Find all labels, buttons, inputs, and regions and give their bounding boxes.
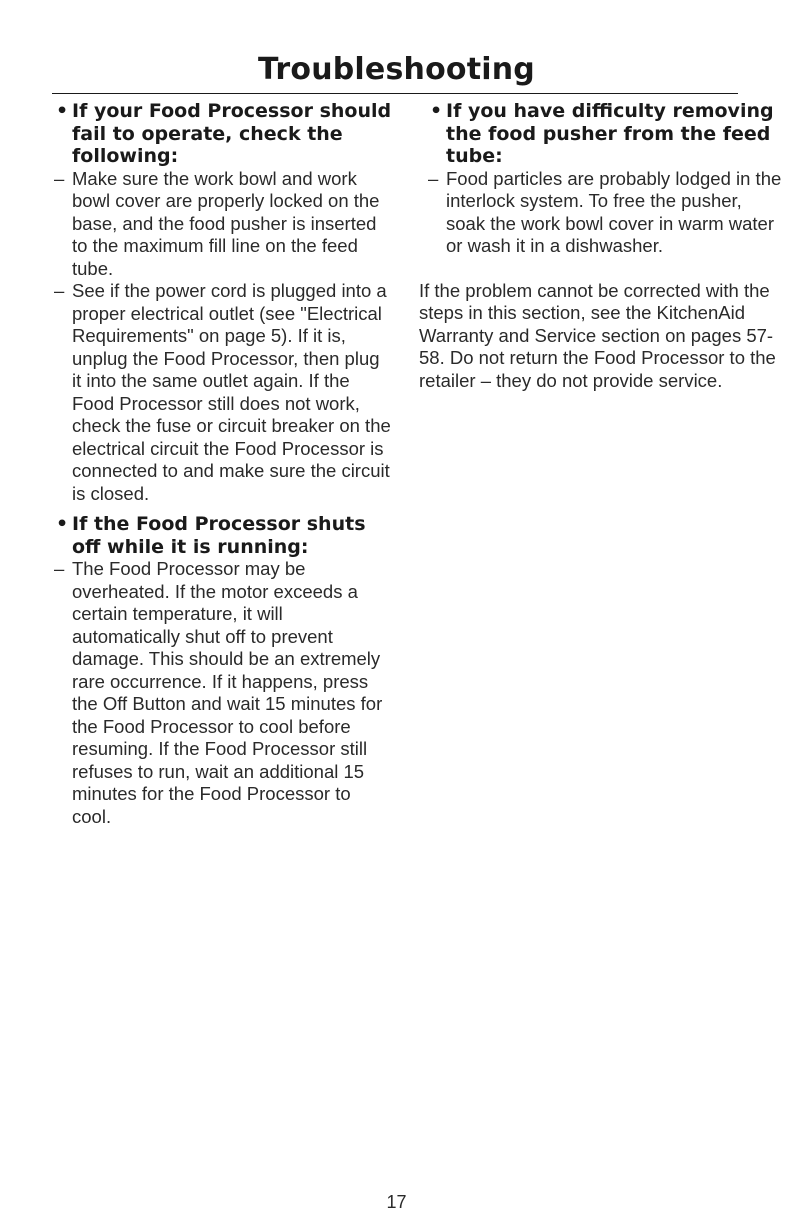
- left-column: [32, 100, 392, 828]
- troubleshooting-section-shuts-off: [32, 513, 392, 828]
- bullet-icon: •: [56, 100, 69, 122]
- list-item: [32, 168, 392, 281]
- bullet-icon: •: [56, 513, 69, 535]
- dash-icon: –: [54, 167, 65, 189]
- dash-icon: –: [54, 558, 65, 579]
- page-number: 17: [386, 1192, 407, 1212]
- section-heading-text: If you have difficulty removing the food pusher from the feed tube:: [446, 100, 774, 167]
- dash-icon: –: [54, 280, 65, 301]
- section-heading: [32, 513, 392, 558]
- section-heading: [406, 100, 786, 168]
- list-item-text: Food particles are probably lodged in the interlock system. To free the pusher, soak the work bowl cover in warm water or wash it in a dishwasher.: [446, 167, 782, 256]
- list-item-text: See if the power cord is plugged into a proper electrical outlet (see "Electrical Requirements" on page 5). If it is, unplug the Food Processor, then plug it into the same outlet again. If the Food Processor still does not work, check the fuse or circuit breaker on the electrical circuit the Food Processor is connected to and make sure the circuit is closed.: [72, 280, 391, 504]
- troubleshooting-section-food-pusher: [406, 100, 786, 258]
- list-item-text: The Food Processor may be overheated. If the motor exceeds a certain temperature, it will automatically shut off to prevent damage. This should be an extremely rare occurrence. If it happens, press the Off Button and wait 15 minutes for the Food Processor to cool before resuming. If the Food Processor still refuses to run, wait an additional 15 minutes for the Food Processor to cool.: [72, 558, 383, 827]
- list-item: [32, 280, 392, 505]
- list-item-text: Make sure the work bowl and work bowl cover are properly locked on the base, and the food pusher is inserted to the maximum fill line on the feed tube.: [72, 167, 380, 279]
- title-divider: [52, 93, 738, 94]
- list-item: [32, 558, 392, 828]
- bullet-icon: •: [430, 100, 443, 122]
- page-title: Troubleshooting: [258, 52, 535, 87]
- service-note: If the problem cannot be corrected with the steps in this section, see the KitchenAid Warranty and Service section on pages 57-58. Do not return the Food Processor to the retailer – they do not provide service.: [419, 279, 776, 391]
- right-column: [406, 100, 786, 392]
- dash-icon: –: [428, 167, 439, 189]
- section-heading-text: If your Food Processor should fail to operate, check the following:: [72, 100, 392, 167]
- section-heading: [32, 100, 392, 168]
- list-item: [406, 168, 786, 258]
- section-heading-text: If the Food Processor shuts off while it is running:: [72, 513, 366, 558]
- troubleshooting-section-fail-to-operate: [32, 100, 392, 505]
